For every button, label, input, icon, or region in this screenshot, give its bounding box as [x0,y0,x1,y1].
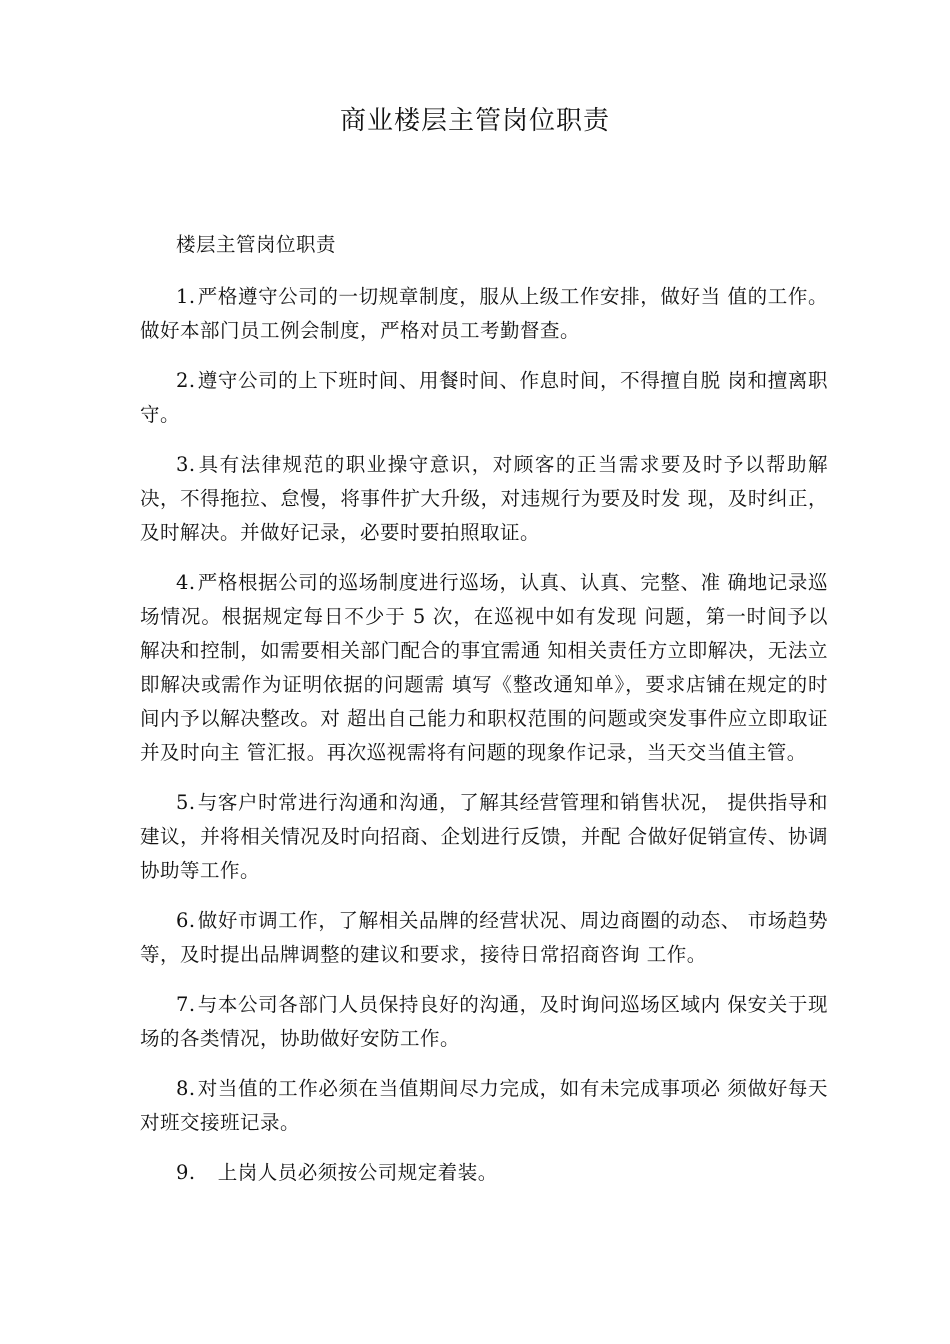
section-heading: 楼层主管岗位职责 [176,233,337,256]
item-text: 与客户时常进行沟通和沟通，了解其经营管理和销售状况， 提供指导和建议，并将相关情况及时向招商、企划进行反馈，并配 合做好促销宣传、协调协助等工作。 [140,791,828,882]
item-text: 严格遵守公司的一切规章制度，服从上级工作安排，做好当 值的工作。做好本部门员工例会制度，严格对员工考勤督查。 [140,285,828,342]
duty-item-7 [140,988,828,1056]
item-number: 4. [176,571,196,594]
duty-item-9 [140,1156,828,1190]
item-text: 对当值的工作必须在当值期间尽力完成，如有未完成事项必 须做好每天对班交接班记录。 [140,1077,828,1134]
item-number: 6. [176,909,196,932]
item-number: 3. [176,453,196,476]
document-body [140,228,828,1206]
item-number: 7. [176,993,196,1016]
item-text: 具有法律规范的职业操守意识，对顾客的正当需求要及时予以帮助解决，不得拖拉、怠慢，将事件扩大升级，对违规行为要及时发 现，及时纠正，及时解决。并做好记录，必要时要拍照取证。 [140,453,828,544]
item-number: 5. [176,791,196,814]
item-text: 遵守公司的上下班时间、用餐时间、作息时间，不得擅自脱 岗和擅离职守。 [140,369,828,426]
item-text: 严格根据公司的巡场制度进行巡场，认真、认真、完整、准 确地记录巡场情况。根据规定每日不少于 5 次，在巡视中如有发现 问题，第一时间予以解决和控制，如需要相关部门配合的事宜需通 知相关责任方立即解决，无法立即解决或需作为证明依据的问题需 填写《整改通知单》，要求店铺在规定的时间内予以解决整改。对 超出自己能力和职权范围的问题或突发事件应立即取证并及时向主 管汇报。再次巡视需将有问题的现象作记录，当天交当值主管。 [140,571,828,764]
item-text: 上岗人员必须按公司规定着装。 [197,1161,498,1184]
duty-item-3 [140,448,828,550]
item-text: 与本公司各部门人员保持良好的沟通，及时询问巡场区域内 保安关于现场的各类情况，协助做好安防工作。 [140,993,828,1050]
duty-item-2 [140,364,828,432]
item-number: 9. [176,1161,196,1184]
duty-item-1 [140,280,828,348]
duty-item-6 [140,904,828,972]
page-title: 商业楼层主管岗位职责 [339,106,610,136]
duty-item-5 [140,786,828,888]
item-number: 1. [176,285,196,308]
item-text: 做好市调工作，了解相关品牌的经营状况、周边商圈的动态、 市场趋势等，及时提出品牌调整的建议和要求，接待日常招商咨询 工作。 [140,909,828,966]
item-number: 8. [176,1077,196,1100]
duty-item-4 [140,566,828,770]
duty-item-8 [140,1072,828,1140]
item-number: 2. [176,369,196,392]
